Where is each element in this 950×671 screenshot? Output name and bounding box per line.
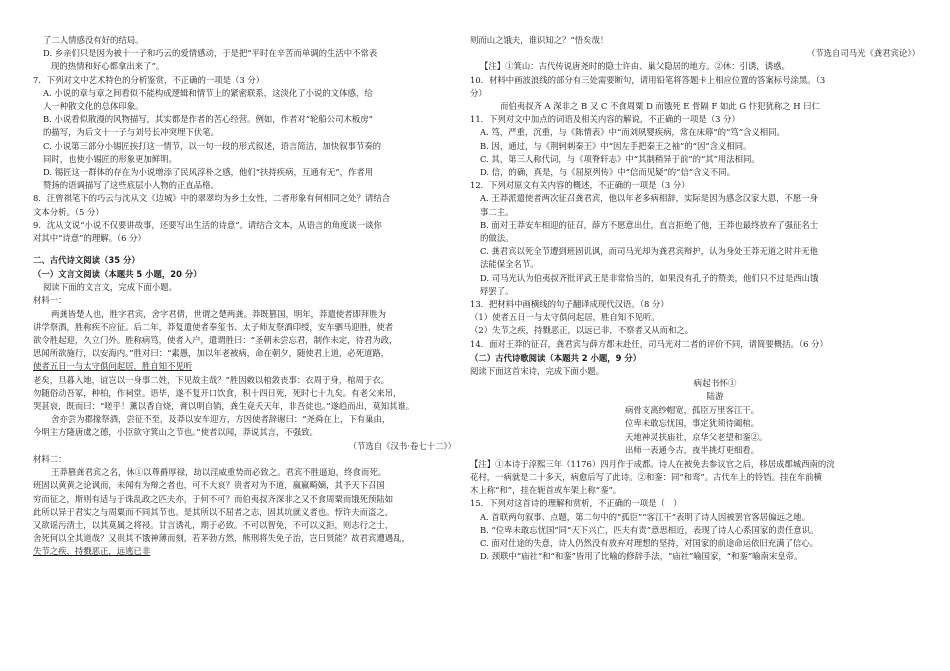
q15-stem: 15．下列对这首诗的理解和赏析，不正确的一项是（ ） [470,498,682,509]
left-column [33,34,456,559]
subsection-classical-poetry: （二）古代诗歌阅读（本题共 2 小题，9 分） [470,352,642,363]
q13-item-1: （1）使者五日一与太守俱问起居，胜自知不见听。 [470,312,660,323]
material-2-line: 此所以异于君实之与周粟而不同其节也。是其所以不屈者之志，固其坑就义者也。悖许夫而盗之， [33,506,394,517]
q6-tail: 了二人情感没有好的结局。 [43,35,144,45]
material-2-line: 舍死何以全其道哉？又贵其不饿神薄而刻，若茅勃方然，熊刑将失免子治，岂曰贤能？故君宾遭遇乱， [33,533,410,544]
q9-stem: 9．沈从文说“小说不仅要讲故事，还要写出生活的诗意”。请结合文本，从语言的角度谈一谈你 [33,219,382,230]
q8-stem: 8．汪曾祺笔下的巧云与沈从文《边城》中的翠翠均为乡土女性，二者形象有何相同之处？请结合 [33,193,391,204]
material-2-line: 穷而征之，斯则有适与于诛乱政之匹夫亦，于何不可？而伯夷叔齐深非之又不食周粟而饿死预陆如 [33,493,394,504]
q10-stem-cont: 分） [470,87,487,98]
poem-title: 病起书怀① [693,379,737,390]
material-1-line: 两龚皆楚人也，胜字君宾，舍字君倩，世谓之楚两龚。莽既篡国，明年，莽遣使者即拜胜为 [51,308,386,319]
underlined-sentence-1: 使者五日一与太守俱问起居，胜自知不见听 [33,361,193,372]
q12-option-c-cont: 法能保全名节。 [480,259,539,270]
underlined-sentence-2: 失节之疾，持戮恶正，远逃已非 [33,546,151,557]
q12-option-c: C. 龚君宾以死全节遭到班固讥讽，而司马光却为龚君宾辩护，认为身处王莽无道之时并无他 [480,246,819,257]
q7-option-c: C. 小说第三部分小锡匠挨打这一情节，以一句一段的形式叙述，语言简洁，加快叙事节奏的 [43,140,382,151]
material-2-line: 班固以黄黄之论讽而，未闻有为辩之者也，可不大哀？贵者对为不道，嬴嬴畸嫡，其予天下召国 [33,480,385,491]
material-1-line: 哭甚哀，既而曰：“嗟乎！薰以香自烧，膏以明自销，龚生竟夭天年，非吾徒也。”遂趋而出，莫知其谁。 [33,401,415,412]
q7-option-b-cont: 的描写，为后文十一子与刘号长冲突埋下伏笔。 [43,127,219,138]
q7-option-a: A. 小说的章与章之间看似不能构成逻辑和情节上的紧密联系，这淡化了小说的文体感，给 [43,87,373,98]
poem-line: 天地神灵扶庙社，京华父老望和銮②。 [625,431,768,442]
q9-stem-cont: 对其中“诗意”的理解。（6 分） [33,233,146,244]
material-2-end: 则而山之饿夫，谁识知之？”悟矣哉！ [470,35,609,45]
q12-option-a-cont: 事二主。 [480,206,514,217]
q11-option-a: A. 笃，严重，沉重，与《陈情表》中“而刘夙婴疾病，常在床蓐”的“笃”含义相同。 [480,127,785,138]
material-1-line: 舍亦尝为郡掾祭酒，尝征不至，及莽以安车迎方，方因使者辞谢曰：“尧舜在上，下有巢由， [51,414,391,425]
material-1-line: 今明主方隆唐虞之德，小臣欲守箕山之节也。”使者以闻，莽说其言，不强致。 [33,427,318,438]
material-1-line: 思闻所欲施行，以安海内。”胜对曰：“素愚，加以年老被病，命在朝夕，随使君上道，必死道路， [33,348,390,359]
q7-stem: 7．下列对文中艺术特色的分析鉴赏，不正确的一项是（3 分） [33,74,265,85]
q13-stem: 13．把材料中画横线的句子翻译成现代汉语。（8 分） [470,299,669,310]
q10-options: 而伯夷叔齐 A 深非之 B 又 C 不食周粟 D 而饿死 E 骨隔 F 如此 G 忭犯犹称之 H 曰仁 [500,101,820,112]
poem-line: 出师一表通今古，夜半挑灯更细看。 [625,445,759,456]
q10-stem: 10．材料中画波浪线的部分有三处需要断句，请用铅笔将答题卡上相应位置的答案标号涂黑。（3 [470,74,826,85]
poem-note: 【注】①本诗于淳熙三年（1176）四月作于成都。诗人在被免去参议官之后，移居成都城西南的浣 [470,458,835,469]
material-1-line [33,360,456,373]
q8-stem-cont: 文本分析。（5 分） [33,206,104,217]
q6-option-d-cont: 现的热情和好心都拿出来了”。 [51,61,165,72]
q15-option-d: D. 颈联中“庙社”和“和銮”皆用了比喻的修辞手法，“庙社”喻国家，“和銮”喻南宋皇帝。 [480,551,803,562]
material-1-line: 讲学祭酒，胜称疾不应征。后二年，莽复遣使者奉玺书、太子师友祭酒印绶，安车驷马迎胜，使者 [33,321,394,332]
material-2-line [33,545,456,558]
section-2-heading: 二、古代诗文阅读（35 分） [33,255,140,266]
material-2-line: 又欲谣污清士，以其莫属之将祲。甘言诱礼，期于必致。不可以智免，不可以义拒，则志行之士， [33,519,394,530]
q14-stem: 14．面对王莽的征召，龚君宾与薛方都未赴任，司马光对二者的评价不同，请简要概括。（6 分） [470,338,828,349]
q15-option-b: B. “位卑未敢忘忧国”同“天下兴亡，匹夫有责”意思相近，表现了诗人心系国家的责任意识。 [480,524,819,535]
poem-author: 陆游 [706,392,724,403]
q12-option-b: B. 面对王莽安车相迎的征召，薛方不愿意出仕，直言拒绝了他，王莽也最终放弃了强征名士 [480,219,819,230]
instructions-poetry: 阅读下面这首宋诗，完成下面小题。 [470,365,604,376]
poem-note-cont: 木上称“和”，挂在轭首或车架上称“銮”。 [470,485,622,496]
q12-stem: 12．下列对原文有关内容的概述，不正确的一项是（3 分） [470,180,690,191]
material-2-line: 王莽篡龚君宾之名，休①以尊爵厚禄，劫以淫威重势而必致之。君宾不胜逼迫，终食而死。 [51,467,386,478]
q7-option-d: D. 锡匠这一群体的存在为小说增添了民风淳朴之感，他们“扶持疾病，互通有无”，作者用 [43,167,374,178]
material-2-source: （节选自司马光《龚君宾论》） [806,48,920,59]
material-1-source: （节选自《汉书·卷七十二》） [348,440,456,451]
q15-option-a: A. 首联两句叙事、点题，第二句中的“孤臣”“客江干”表明了诗人因被罢官客居偏远之地。 [480,511,810,522]
poem-line: 位卑未敢忘忧国，事定犹须待阖棺。 [625,418,759,429]
subsection-classical-prose: （一）文言文阅读（本题共 5 小题，20 分） [33,269,202,280]
q7-option-d-cont: 赞扬的语调描写了这些底层小人物的正直品格。 [43,180,219,191]
q12-option-a: A. 王莽派遣使者两次征召龚君宾，他以年老多病相辞，实际是因为感念汉家大恩，不愿一身 [480,193,818,204]
instructions-prose: 阅读下面的文言文，完成下面小题。 [43,282,177,293]
q12-option-d: D. 司马光认为伯夷叔齐批评武王是非常恰当的，如果没有孔子的赞美，他们只不过是西山饿 [480,272,819,283]
q7-option-a-cont: 人一种散文化的总体印象。 [43,101,144,112]
material-1-line: 老矣，旦暮入地，谊岂以一身事二姓，下见故主哉？”胜因敕以棺敛丧事：衣周于身，棺周于衣。 [33,374,390,385]
material-1-line: 欲令胜起迎，久立门外。胜称病笃，使者入户，遣谓胜曰：“圣朝未尝忘君，制作未定，待君为政， [33,335,398,346]
material-1-label: 材料一： [33,295,67,306]
q11-stem: 11．下列对文中加点的词语及相关内容的解说，不正确的一项是（3 分） [470,114,740,125]
poem-note-cont: 花村，一病就是二十多天，病愈后写了此诗。②和銮：同“和鸾”。古代车上的铃铛。挂在车前横 [470,471,822,482]
q11-option-b: B. 因，通过，与《荆轲刺秦王》中“因左手把秦王之袖”的“因”含义相同。 [480,140,752,151]
q12-option-b-cont: 的做法。 [480,233,514,244]
q12-option-d-cont: 殍罢了。 [480,285,514,296]
right-column [470,34,920,563]
poem-line: 病骨支离纱帽宽，孤臣万里客江干。 [625,405,759,416]
material-2-label: 材料二： [33,453,67,464]
q7-option-c-cont: 同时，也使小锡匠的形象更加鲜明。 [43,153,177,164]
q15-option-c: C. 面对仕途的失意，诗人仍然没有放弃对理想的坚持，对国家的前途命运依旧充满了信心。 [480,537,819,548]
q7-option-b: B. 小说看似散漫的风物描写，其实都是作者的苦心经营。例如，作者对“轮船公司木板房” [43,114,373,125]
q11-option-d: D. 信，的确，真是，与《屈原列传》中“信而见疑”的“信”含义不同。 [480,167,735,178]
q13-item-2: （2）失节之疾，持戮恶正，以远已非，不察者又从而和之。 [470,325,694,336]
material-1-line: 勿随俗动吾冢，种柏，作祠堂。语毕，遂不复开口饮食，积十四日死，死时七十九矣。有老父来吊， [33,387,402,398]
prose-note: 【注】①箕山：古代传说唐尧时的隐士许由、巢父隐居的地方。②休：引诱，诱惑。 [480,61,790,72]
q6-option-d: D. 乡亲们只是因为被十一子和巧云的爱情感动，于是把“平时在辛苦而单调的生活中不常表 [43,48,378,59]
q11-option-c: C. 其，第三人称代词，与《项脊轩志》中“其制稍异于前”的“其”用法相同。 [480,153,760,164]
